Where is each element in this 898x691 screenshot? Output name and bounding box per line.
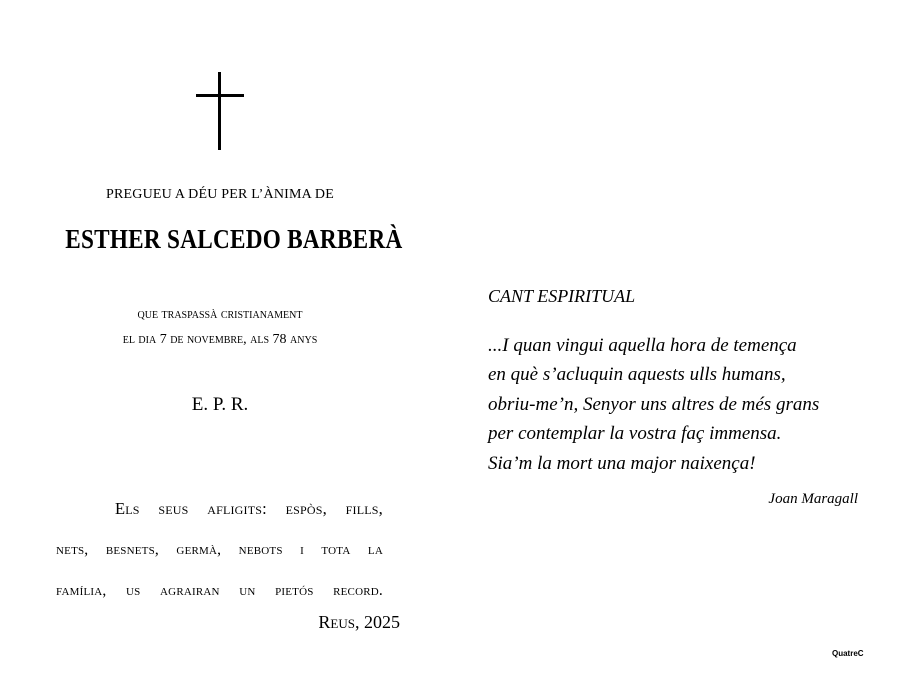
poem-line: obriu-me’n, Senyor uns altres de més grans [488,393,820,415]
rest-in-peace: E. P. R. [191,394,249,415]
family-line: nets, besnets, germà, nebots i tota la [56,541,383,558]
passing-line: el dia 7 de novembre, als 78 anys [122,332,318,347]
poem [488,331,868,478]
poem-line: per contemplar la vostra faç immensa. [488,423,782,445]
passing-notice [40,302,400,352]
poem-author: Joan Maragall [768,491,858,507]
poem-line: Sia’m la mort una major naixença! [488,452,756,474]
cross-icon [196,72,244,150]
place-date: Reus, 2025 [318,612,400,632]
prayer-intro: PREGUEU A DÉU PER L’ÀNIMA DE [106,187,334,202]
family-line: Els seus afligits: espòs, fills, [115,499,383,518]
deceased-name: ESTHER SALCEDO BARBERÀ [65,224,403,254]
poem-line: ...I quan vingui aquella hora de temença [488,335,797,356]
passing-line: que traspassà cristianament [137,307,303,322]
printer-mark: QuatreC [832,649,864,658]
poem-title: CANT ESPIRITUAL [488,286,636,306]
poem-line: en què s’acluquin aquests ulls humans, [488,364,786,386]
family-notice [56,488,383,611]
right-page [488,0,868,691]
left-page [40,0,403,691]
family-line: família, us agrairan un pietós record. [56,582,383,599]
